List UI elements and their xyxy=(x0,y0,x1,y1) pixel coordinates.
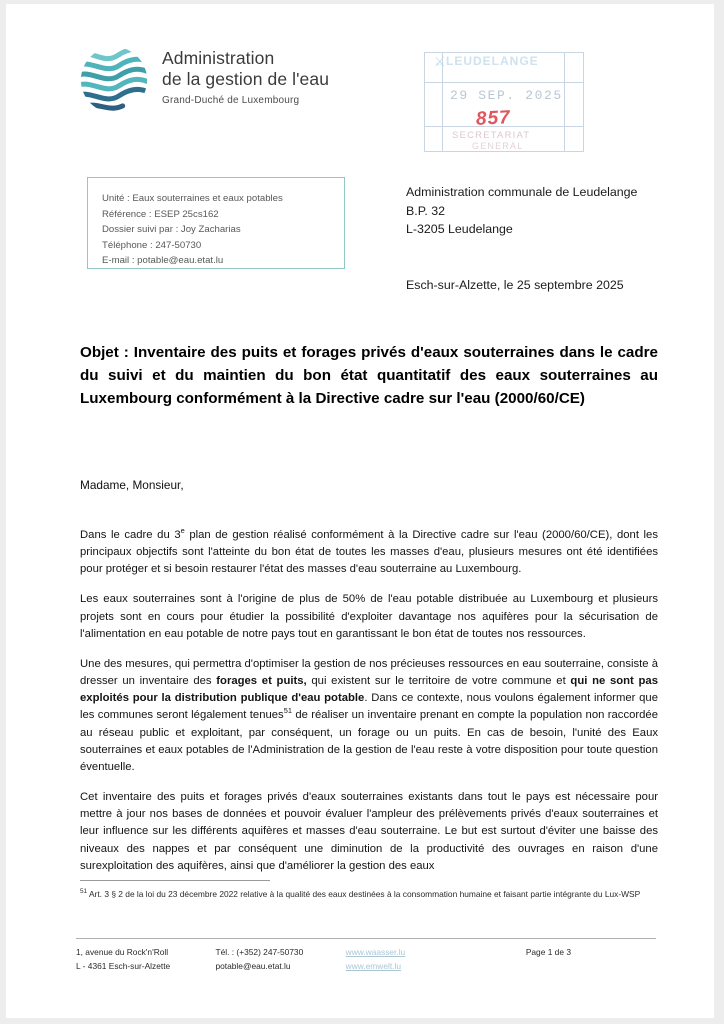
footer-link-waasser[interactable]: www.waasser.lu xyxy=(345,947,406,957)
footnote xyxy=(80,888,658,901)
stamp-commune-name: LEUDELANGE xyxy=(446,54,539,68)
scan-edge xyxy=(0,0,724,4)
stamp-service-label: GENERAL xyxy=(472,141,524,151)
footnote-text: Art. 3 § 2 de la loi du 23 décembre 2022 relative à la qualité des eaux destinées à la consommation humaine et faisant partie intégrante du Lux-WSP xyxy=(87,889,641,899)
recipient-po-box: B.P. 32 xyxy=(406,203,446,218)
subject-heading: Objet : Inventaire des puits et forages privés d'eaux souterraines dans le cadre du suivi et du maintien du bon état quantitatif des eaux souterraines au Luxembourg conformément à la Directive cadre sur l'eau (2000/60/CE) xyxy=(80,344,658,408)
commune-crest-icon: ⚔ xyxy=(434,54,446,69)
reference-phone: Téléphone : 247-50730 xyxy=(102,239,202,251)
body-paragraph: Cet inventaire des puits et forages privés d'eaux souterraines existants dans tout le pays est nécessaire pour mettre à jour nos bases de données et pouvoir évaluer l'ampleur des prélèvements privés d'eaux souterraines et leur influence sur les différents aquifères et masses d'eau souterraine. Le but est surtout d'éviter une baisse des niveaux des nappes et par conséquent une diminution de la productivité des ouvrages en raison d'une surexploitation des aquifères, ainsi que d'améliorer la gestion des eaux xyxy=(80,791,658,872)
stamp-reference-number: 857 xyxy=(475,107,512,130)
footnote-separator xyxy=(80,880,270,881)
date-line: Esch-sur-Alzette, le 25 septembre 2025 xyxy=(406,278,624,292)
water-waves-circle-logo-icon xyxy=(78,44,150,116)
letter-body xyxy=(80,527,658,888)
recipient-address xyxy=(406,183,676,239)
footer-link-emwelt[interactable]: www.emwelt.lu xyxy=(345,960,402,971)
footer-address-line1: 1, avenue du Rock'n'Roll xyxy=(76,947,169,957)
footer-contact xyxy=(215,946,345,973)
scan-edge xyxy=(0,1018,724,1024)
body-paragraph: Une des mesures, qui permettra d'optimiser la gestion de nos précieuses ressources en eau souterraine, consiste à dresser un inventaire des forages et puits, qui existent sur le territoire de votre commune et qui ne sont pas exploités pour la distribution publique d'eau potable. Dans ce contexte, nous voulons également informer que les communes seront légalement tenues$^{51}$ de réaliser un inventaire prenant en compte la population non raccordée au réseau public et exploitant, par conséquent, un forage ou un puits. En cas de besoin, l'unité des Eaux souterraines et eaux potables de l'Administration de la gestion de l'eau reste à votre disposition pour toute question éventuelle. xyxy=(80,657,659,773)
footer-page-number: Page 1 de 3 xyxy=(525,947,571,957)
letterhead-text xyxy=(162,44,329,106)
reference-number: Référence : ESEP 25cs162 xyxy=(102,208,219,220)
body-paragraph: Dans le cadre du 3e plan de gestion réalisé conformément à la Directive cadre sur l'eau (2000/60/CE), dont les principaux objectifs sont l'atteinte du bon état de toutes les masses d'eau, plusieurs mesures ont été identifiées pour protéger et si besoin restaurer l'état des masses d'eau souterraine au Luxembourg. xyxy=(80,526,658,576)
reception-stamp xyxy=(424,52,584,152)
footer-address xyxy=(76,946,215,973)
footer-phone: Tél. : (+352) 247-50730 xyxy=(215,947,304,957)
footer-address-line2: L - 4361 Esch-sur-Alzette xyxy=(76,960,171,971)
org-subtitle: Grand-Duché de Luxembourg xyxy=(162,94,300,106)
reference-handler: Dossier suivi par : Joy Zacharias xyxy=(102,224,241,236)
reference-box xyxy=(87,177,345,269)
letterhead xyxy=(78,44,329,116)
reference-unit: Unité : Eaux souterraines et eaux potables xyxy=(102,193,283,204)
scan-edge xyxy=(714,0,724,1024)
footer-links xyxy=(346,946,476,973)
footnote-marker: 51 xyxy=(80,888,88,896)
footer-separator xyxy=(76,938,656,939)
salutation: Madame, Monsieur, xyxy=(80,478,184,492)
org-name-line2: de la gestion de l'eau xyxy=(162,69,330,90)
org-name-line1: Administration xyxy=(162,48,275,68)
page-footer xyxy=(76,946,656,973)
recipient-city: L-3205 Leudelange xyxy=(406,222,513,237)
scan-edge xyxy=(0,0,6,1024)
footer-email: potable@eau.etat.lu xyxy=(215,960,291,971)
recipient-name: Administration communale de Leudelange xyxy=(406,185,638,199)
body-paragraph: Les eaux souterraines sont à l'origine de plus de 50% de l'eau potable distribuée au Luxembourg et plusieurs projets sont en cours pour étudier la possibilité d'exploiter davantage nos aquifères pour la sécurisation de l'alimentation en eau potable de notre pays tout en garantissant le bon état de toutes nos ressources. xyxy=(80,593,658,640)
stamp-date: 29 SEP. 2025 xyxy=(450,88,563,103)
reference-email: E-mail : potable@eau.etat.lu xyxy=(102,255,224,267)
stamp-secretariat-label: SECRETARIAT xyxy=(452,130,531,141)
